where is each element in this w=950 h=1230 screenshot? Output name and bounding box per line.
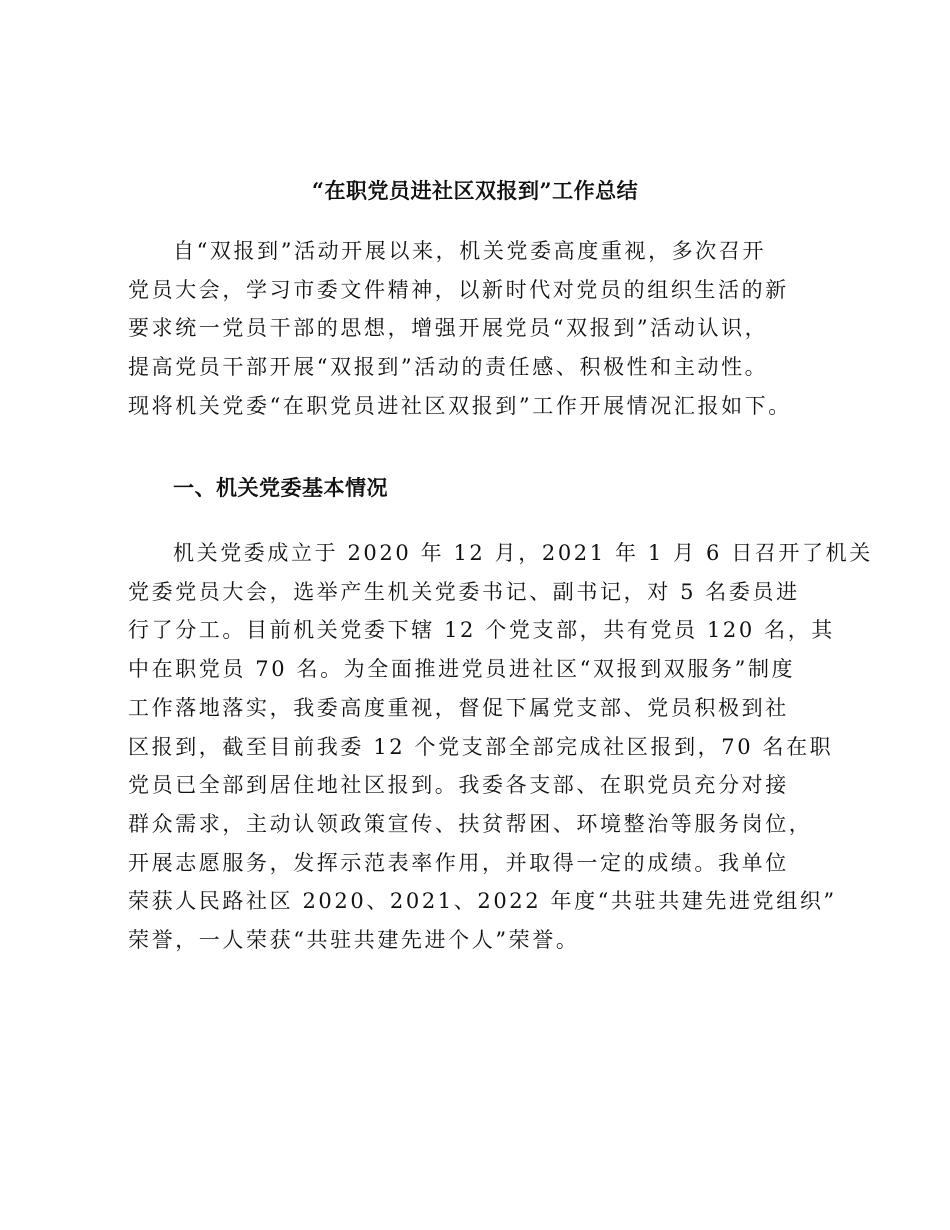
paragraph-line: 提高党员干部开展“双报到”活动的责任感、积极性和主动性。 xyxy=(128,355,769,380)
intro-paragraph xyxy=(128,232,832,426)
paragraph-line: 要求统一党员干部的思想，增强开展党员“双报到”活动认识， xyxy=(128,316,769,341)
paragraph-line: 行了分工。目前机关党委下辖 12 个党支部，共有党员 120 名，其 xyxy=(128,618,835,643)
paragraph-line: 开展志愿服务，发挥示范表率作用，并取得一定的成绩。我单位 xyxy=(128,850,789,875)
paragraph-line: 党员大会，学习市委文件精神，以新时代对党员的组织生活的新 xyxy=(128,277,789,302)
paragraph-line: 区报到，截至目前我委 12 个党支部全部完成社区报到，70 名在职 xyxy=(128,734,834,759)
section-paragraph xyxy=(128,534,873,960)
paragraph-line: 中在职党员 70 名。为全面推进党员进社区“双报到双服务”制度 xyxy=(128,657,796,682)
paragraph-line: 群众需求，主动认领政策宣传、扶贫帮困、环境整治等服务岗位， xyxy=(128,811,813,836)
paragraph-line: 机关党委成立于 2020 年 12 月，2021 年 1 月 6 日召开了机关 xyxy=(173,541,873,565)
paragraph-line: 工作落地落实，我委高度重视，督促下属党支部、党员积极到社 xyxy=(128,695,789,720)
paragraph-line: 党员已全部到居住地社区报到。我委各支部、在职党员充分对接 xyxy=(128,773,789,798)
section-heading: 一、机关党委基本情况 xyxy=(173,476,388,500)
paragraph-line: 荣誉，一人荣获“共驻共建先进个人”荣誉。 xyxy=(128,928,580,953)
paragraph-line: 党委党员大会，选举产生机关党委书记、副书记，对 5 名委员进 xyxy=(128,579,800,604)
paragraph-line: 自“双报到”活动开展以来，机关党委高度重视，多次召开 xyxy=(173,239,767,263)
document-title: “在职党员进社区双报到”工作总结 xyxy=(311,178,639,203)
paragraph-line: 现将机关党委“在职党员进社区双报到”工作开展情况汇报如下。 xyxy=(128,393,792,418)
paragraph-line: 荣获人民路社区 2020、2021、2022 年度“共驻共建先进党组织” xyxy=(128,889,837,914)
